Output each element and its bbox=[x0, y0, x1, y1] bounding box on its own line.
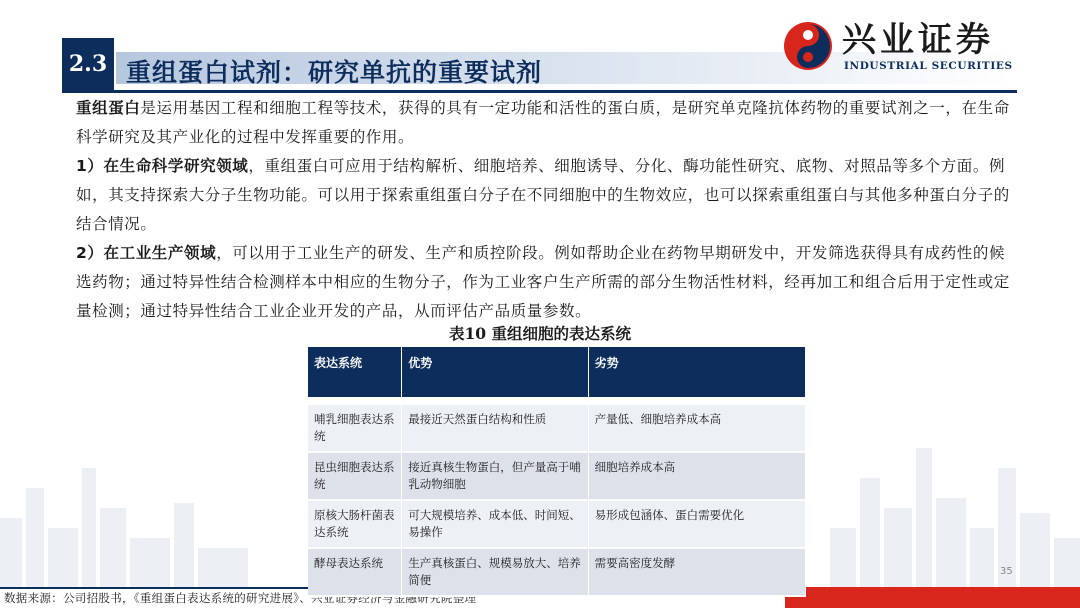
slide-header bbox=[0, 0, 1080, 92]
logo-english-name: INDUSTRIAL SECURITIES bbox=[844, 60, 1013, 72]
cell-system: 昆虫细胞表达系统 bbox=[308, 452, 402, 500]
footer-red-band bbox=[785, 587, 1080, 608]
table-header-row bbox=[308, 347, 806, 397]
cell-disadvantage: 易形成包涵体、蛋白需要优化 bbox=[588, 500, 805, 548]
industrial-prefix: 2） bbox=[76, 244, 104, 262]
header-advantage: 优势 bbox=[402, 347, 588, 397]
cell-advantage: 可大规模培养、成本低、时间短、易操作 bbox=[402, 500, 588, 548]
data-source-note: 数据来源：公司招股书，《重组蛋白表达系统的研究进展》、兴业证券经济与金融研究院整理 bbox=[4, 591, 477, 605]
intro-keyword: 重组蛋白 bbox=[76, 99, 141, 117]
table-row bbox=[308, 452, 806, 500]
industrial-heading: 在工业生产领域 bbox=[103, 244, 217, 262]
life-science-prefix: 1） bbox=[76, 157, 104, 175]
header-disadvantage: 劣势 bbox=[588, 347, 805, 397]
expression-system-table bbox=[308, 347, 806, 597]
cell-disadvantage: 产量低、细胞培养成本高 bbox=[588, 404, 805, 452]
cell-advantage: 接近真核生物蛋白，但产量高于哺乳动物细胞 bbox=[402, 452, 588, 500]
table-row bbox=[308, 548, 806, 596]
cell-advantage: 生产真核蛋白、规模易放大、培养简便 bbox=[402, 548, 588, 596]
cell-advantage: 最接近天然蛋白结构和性质 bbox=[402, 404, 588, 452]
table-row bbox=[308, 404, 806, 452]
cell-system: 原核大肠杆菌表达系统 bbox=[308, 500, 402, 548]
logo-chinese-name: 兴业证券 bbox=[842, 20, 994, 60]
cell-disadvantage: 需要高密度发酵 bbox=[588, 548, 805, 596]
table-row bbox=[308, 500, 806, 548]
header-system: 表达系统 bbox=[308, 347, 402, 397]
body-text bbox=[76, 94, 1012, 326]
logo-swirl-icon bbox=[782, 20, 834, 72]
table-spacer bbox=[308, 397, 806, 404]
section-number: 2.3 bbox=[62, 38, 114, 90]
industrial-text: ，可以用于工业生产的研发、生产和质控阶段。例如帮助企业在药物早期研发中，开发筛选获得具有成药性的候选药物；通过特异性结合检测样本中相应的生物分子，作为工业客户生产所需的部分生物活性材料，经再加工和组合后用于定性或定量检测；通过特异性结合工业企业开发的产品，从而评估产品质量参数。 bbox=[76, 244, 1010, 320]
slide-title: 重组蛋白试剂：研究单抗的重要试剂 bbox=[126, 58, 543, 87]
company-logo bbox=[782, 20, 1022, 80]
life-science-heading: 在生命科学研究领域 bbox=[103, 157, 249, 175]
table-caption: 表10 重组细胞的表达系统 bbox=[449, 324, 631, 343]
cell-system: 酵母表达系统 bbox=[308, 548, 402, 596]
life-science-text: ，重组蛋白可应用于结构解析、细胞培养、细胞诱导、分化、酶功能性研究、底物、对照品等多个方面。例如，其支持探索大分子生物功能。可以用于探索重组蛋白分子在不同细胞中的生物效应，也可以探索重组蛋白与其他多种蛋白分子的结合情况。 bbox=[76, 157, 1010, 233]
cell-system: 哺乳细胞表达系统 bbox=[308, 404, 402, 452]
header-rule bbox=[62, 90, 1017, 93]
paragraph-industrial bbox=[76, 239, 1012, 326]
cell-disadvantage: 细胞培养成本高 bbox=[588, 452, 805, 500]
paragraph-life-science bbox=[76, 152, 1012, 239]
page-number: 35 bbox=[1000, 566, 1013, 577]
intro-text: 是运用基因工程和细胞工程等技术，获得的具有一定功能和活性的蛋白质，是研究单克隆抗体药物的重要试剂之一，在生命科学研究及其产业化的过程中发挥重要的作用。 bbox=[76, 99, 1010, 146]
paragraph-intro bbox=[76, 94, 1012, 152]
